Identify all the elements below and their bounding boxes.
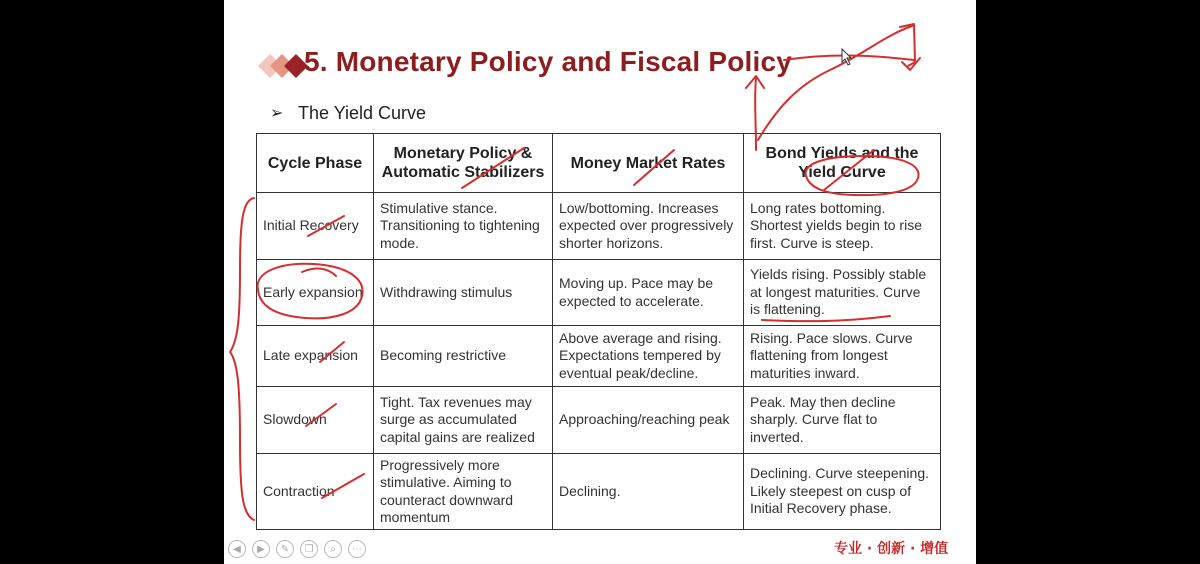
table-header-row [257,134,941,193]
copy-icon[interactable]: ❐ [300,540,318,558]
cell-money-market: Approaching/reaching peak [553,387,744,454]
cell-bond-yields: Rising. Pace slows. Curve flattening from longest maturities inward. [744,326,941,387]
header-cycle-phase: Cycle Phase [257,134,374,193]
yield-curve-table [256,133,941,530]
header-bond-yields: Bond Yields and the Yield Curve [744,134,941,193]
more-icon[interactable]: ⋯ [348,540,366,558]
mouse-cursor-icon [841,48,853,66]
cell-money-market: Moving up. Pace may be expected to accelerate. [553,260,744,326]
cell-bond-yields: Peak. May then decline sharply. Curve flat to inverted. [744,387,941,454]
annotation-tick-right [902,58,920,70]
cell-bond-yields: Declining. Curve steepening. Likely steepest on cusp of Initial Recovery phase. [744,454,941,530]
cell-money-market: Declining. [553,454,744,530]
pen-icon[interactable]: ✎ [276,540,294,558]
cell-phase: Slowdown [257,387,374,454]
slide-subtitle: The Yield Curve [298,103,427,123]
cell-monetary: Progressively more stimulative. Aiming to counteract downward momentum [374,454,553,530]
header-money-market-rates: Money Market Rates [553,134,744,193]
cell-phase: Early expansion [257,260,374,326]
cell-bond-yields: Yields rising. Possibly stable at longest maturities. Curve is flattening. [744,260,941,326]
cell-phase: Contraction [257,454,374,530]
bullet-arrow-icon: ➢ [270,105,284,122]
table-row [257,193,941,260]
slide-title: 5. Monetary Policy and Fiscal Policy [304,46,793,77]
table-row [257,387,941,454]
cell-money-market: Low/bottoming. Increases expected over progressively shorter horizons. [553,193,744,260]
annotation-brace [230,198,254,520]
cell-monetary: Tight. Tax revenues may surge as accumulated capital gains are realized [374,387,553,454]
zoom-icon[interactable]: ⌕ [324,540,342,558]
slide [224,0,976,564]
cell-monetary: Stimulative stance. Transitioning to tightening mode. [374,193,553,260]
table-row [257,454,941,530]
annotation-curve [758,26,912,140]
cell-monetary: Becoming restrictive [374,326,553,387]
table-row [257,260,941,326]
prev-icon[interactable]: ◀ [228,540,246,558]
cell-money-market: Above average and rising. Expectations tempered by eventual peak/decline. [553,326,744,387]
annotation-bracket [900,24,915,66]
cell-phase: Initial Recovery [257,193,374,260]
next-icon[interactable]: ▶ [252,540,270,558]
cell-bond-yields: Long rates bottoming. Shortest yields begin to rise first. Curve is steep. [744,193,941,260]
table-row [257,326,941,387]
header-monetary-policy: Monetary Policy & Automatic Stabilizers [374,134,553,193]
cell-monetary: Withdrawing stimulus [374,260,553,326]
slideshow-controls [228,540,366,558]
cell-phase: Late expansion [257,326,374,387]
brand-slogan: 专业 · 创新 · 增值 [834,541,949,557]
